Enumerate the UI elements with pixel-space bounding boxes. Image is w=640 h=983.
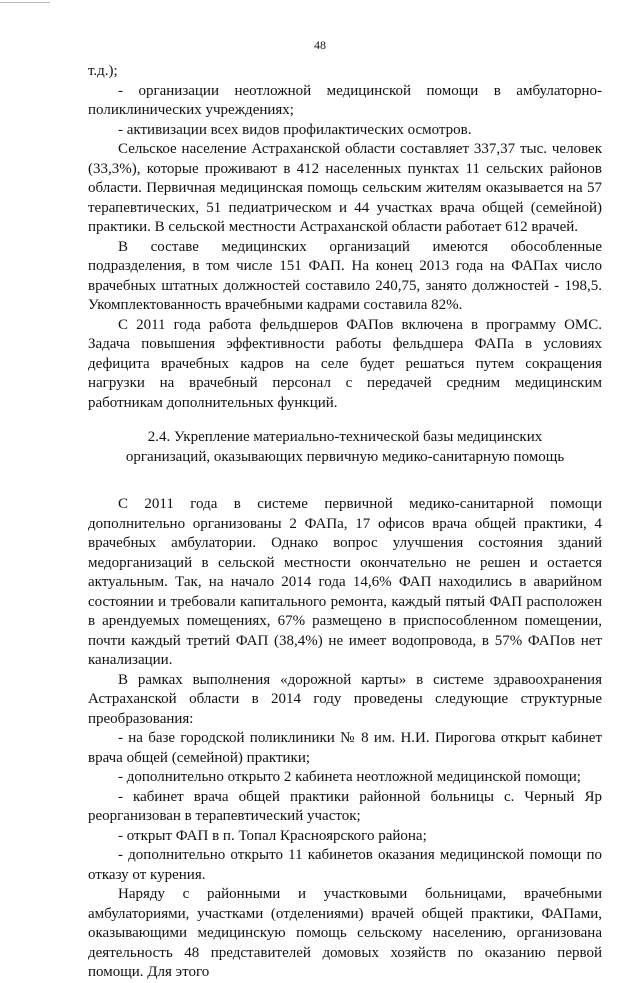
page-number: 48 [314, 38, 326, 52]
paragraph-household-reps: Наряду с районными и участковыми больницами, врачебными амбулаториями, участками (отделениями) врачей общей практики, ФАПами, оказывающими медицинскую помощь сельскому населению, организована деятельность 48 представителей домовых хозяйств по оказанию первой помощи. Для этого [88, 886, 602, 980]
list-item-preventive-exams: - активизации всех видов профилактических осмотров. [118, 121, 472, 138]
list-item-emergency-care: - организации неотложной медицинской помощи в амбулаторно-поликлинических учреждениях; [88, 82, 602, 118]
paragraph-roadmap: В рамках выполнения «дорожной карты» в системе здравоохранения Астраханской области в 2014 году проведены следующие структурные преобразования: [88, 671, 602, 727]
document-body [88, 62, 602, 983]
list-item-smoking-cessation: - дополнительно открыто 11 кабинетов оказания медицинской помощи по отказу от курения. [88, 847, 602, 883]
paragraph-new-faps: С 2011 года в системе первичной медико-санитарной помощи дополнительно организованы 2 ФАПа, 17 офисов врача общей практики, 4 врачебных амбулатории. Однако вопрос улучшения состояния зданий медорганизаций в сельской местности окончательно не решен и остается актуальным. Так, на начало 2014 года 14,6% ФАП находились в аварийном состоянии и требовали капитального ремонта, каждый пятый ФАП расположен в арендуемых помещениях, 67% размещено в приспособленном помещении, почти каждый третий ФАП (38,4%) не имеет водопровода, в 57% ФАПов нет канализации. [88, 496, 602, 668]
paragraph-feldsher-oms: С 2011 года работа фельдшеров ФАПов включена в программу ОМС. Задача повышения эффективности работы фельдшера ФАПа в условиях дефицита врачебных кадров на селе будет решаться путем сокращения нагрузки на врачебный персонал с передачей средним медицинским работникам дополнительных функций. [88, 316, 602, 411]
scan-edge-mark [0, 2, 50, 3]
section-heading: 2.4. Укрепление материально-технической базы медицинских организаций, оказывающих первичную медико-санитарную помощь [125, 429, 565, 465]
paragraph-fap-staffing: В составе медицинских организаций имеются обособленные подразделения, в том числе 151 ФАП. На конец 2013 года на ФАПах число врачебных штатных должностей составило 240,75, занято должностей - 198,5. Укомплектованность врачебными кадрами составила 82%. [88, 238, 602, 313]
list-item-emergency-rooms: - дополнительно открыто 2 кабинета неотложной медицинской помощи; [118, 769, 581, 785]
paragraph-continuation: т.д.); [88, 63, 118, 79]
list-item-polyclinic-8: - на базе городской поликлиники № 8 им. Н.И. Пирогова открыт кабинет врача общей (семейной) практики; [88, 730, 602, 766]
list-item-cherny-yar: - кабинет врача общей практики районной больницы с. Черный Яр реорганизован в терапевтический участок; [88, 788, 602, 824]
list-item-topal-fap: - открыт ФАП в п. Топал Красноярского района; [118, 827, 427, 844]
paragraph-rural-population: Сельское население Астраханской области составляет 337,37 тыс. человек (33,3%), которые проживают в 412 населенных пунктах 11 сельских районов области. Первичная медицинская помощь сельским жителям оказывается на 57 терапевтических, 51 педиатрическом и 44 участках врача общей (семейной) практики. В сельской местности Астраханской области работает 612 врачей. [88, 141, 602, 235]
